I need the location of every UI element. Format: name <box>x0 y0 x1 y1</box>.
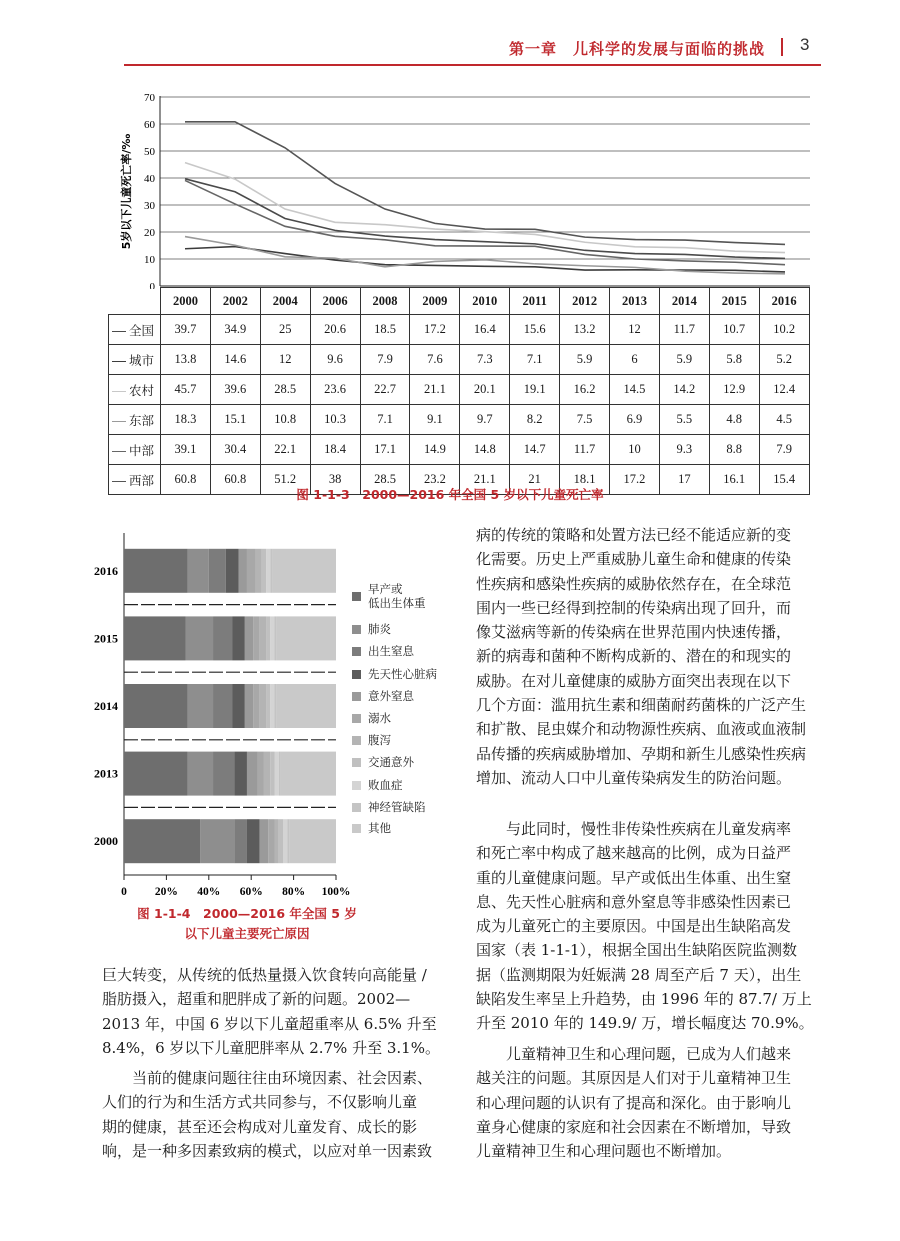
text-line: 8.4%，6 岁以下儿童肥胖率从 2.7% 升至 3.1%。 <box>102 1038 440 1057</box>
value-cell: 13.8 <box>161 345 211 375</box>
value-cell: 22.7 <box>360 375 410 405</box>
text-line: 性疾病和感染性疾病的威胁依然存在，在全球范 <box>476 574 792 593</box>
x-tick-label: 20% <box>154 886 178 898</box>
value-cell: 14.9 <box>410 435 460 465</box>
mortality-line-chart <box>100 86 812 289</box>
year-header-cell: 2016 <box>759 288 809 315</box>
y-tick-label: 30 <box>144 200 155 212</box>
text-line: 升至 2010 年的 149.9/ 万，增长幅度达 70.9%。 <box>476 1014 814 1033</box>
value-cell: 9.7 <box>460 405 510 435</box>
value-cell: 17.1 <box>360 435 410 465</box>
page-number: 3 <box>800 35 810 54</box>
value-cell: 7.9 <box>759 435 809 465</box>
bar-segment-11 <box>289 819 336 863</box>
value-cell: 14.7 <box>510 435 560 465</box>
bar-segment-5 <box>245 684 253 728</box>
value-cell: 21.1 <box>460 465 510 495</box>
figure1-caption: 图 1-1-3 2000—2016 年全国 5 岁以下儿童死亡率 <box>296 487 604 502</box>
bar-segment-10 <box>275 616 277 660</box>
table-row <box>109 315 810 345</box>
text-line: 当前的健康问题往往由环境因素、社会因素、 <box>132 1069 433 1087</box>
legend-label: 腹泻 <box>368 733 391 747</box>
text-line: 成为儿童死亡的主要原因。中国是出生缺陷高发 <box>476 917 792 936</box>
figure2-caption-line2: 以下儿童主要死亡原因 <box>184 926 310 941</box>
legend-swatch <box>352 625 361 634</box>
bar-segment-8 <box>266 616 270 660</box>
value-cell: 51.2 <box>260 465 310 495</box>
bar-segment-4 <box>232 616 245 660</box>
text-line: 缺陷发生率呈上升趋势，由 1996 年的 87.7/ 万上 <box>476 990 812 1009</box>
text-line: 和心理问题的认识有了提高和深化。由于影响儿 <box>476 1093 792 1112</box>
legend-label: 肺炎 <box>368 622 391 636</box>
series-name: 中部 <box>128 443 154 458</box>
value-cell: 9.6 <box>310 345 360 375</box>
bar-segment-6 <box>268 819 274 863</box>
value-cell: 7.3 <box>460 345 510 375</box>
text-line: 和扩散、昆虫媒介和动物源性疾病、血液或血液制 <box>476 720 807 739</box>
value-cell: 30.4 <box>210 435 260 465</box>
value-cell: 28.5 <box>260 375 310 405</box>
text-line: 与此同时，慢性非传染性疾病在儿童发病率 <box>506 820 792 838</box>
value-cell: 10 <box>610 435 660 465</box>
series-name: 全国 <box>128 323 154 338</box>
table-row <box>109 345 810 375</box>
value-cell: 11.7 <box>560 435 610 465</box>
bar-segment-4 <box>226 549 239 593</box>
value-cell: 21.1 <box>410 375 460 405</box>
text-line: 儿童精神卫生和心理问题，已成为人们越来 <box>506 1045 792 1063</box>
value-cell: 10.2 <box>759 315 809 345</box>
y-tick-label: 20 <box>144 227 155 239</box>
legend-swatch <box>352 692 361 701</box>
series-name: 东部 <box>128 413 154 428</box>
text-line: 越关注的问题。其原因是人们对于儿童精神卫生 <box>476 1069 792 1088</box>
legend-swatch <box>352 670 361 679</box>
value-cell: 34.9 <box>210 315 260 345</box>
text-line: 几个方面：滥用抗生素和细菌耐药菌株的广泛产生 <box>476 696 807 715</box>
chapter-title: 第一章 儿科学的发展与面临的挑战 <box>508 40 765 58</box>
right-paragraph-3 <box>476 1042 824 1163</box>
value-cell: 15.4 <box>759 465 809 495</box>
bar-segment-11 <box>277 684 336 728</box>
text-line: 2013 年，中国 6 岁以下儿童超重率从 6.5% 升至 <box>102 1014 437 1033</box>
table-header-row <box>109 288 810 315</box>
bar-segment-2 <box>188 549 209 593</box>
legend-label: 意外窒息 <box>368 689 414 703</box>
value-cell: 6 <box>610 345 660 375</box>
series-label-cell <box>109 435 161 465</box>
bar-segment-10 <box>275 684 277 728</box>
category-label: 2014 <box>94 699 118 713</box>
bar-segment-4 <box>232 684 245 728</box>
series-name: 西部 <box>128 473 154 488</box>
bar-segment-8 <box>270 752 274 796</box>
table-row <box>109 405 810 435</box>
value-cell: 22.1 <box>260 435 310 465</box>
right-paragraph-1 <box>476 523 824 790</box>
value-cell: 10.3 <box>310 405 360 435</box>
legend-label: 交通意外 <box>368 755 414 769</box>
year-header-cell: 2013 <box>610 288 660 315</box>
value-cell: 18.5 <box>360 315 410 345</box>
legend-swatch <box>352 647 361 656</box>
category-label: 2013 <box>94 766 118 781</box>
value-cell: 15.1 <box>210 405 260 435</box>
value-cell: 7.1 <box>510 345 560 375</box>
x-tick-label: 80% <box>282 886 306 898</box>
bar-segment-6 <box>253 616 259 660</box>
y-tick-label: 70 <box>144 92 155 104</box>
table-row <box>109 435 810 465</box>
legend-swatch <box>352 592 361 601</box>
value-cell: 13.2 <box>560 315 610 345</box>
bar-segment-3 <box>234 819 247 863</box>
text-line: 脂肪摄入，超重和肥胖成了新的问题。2002— <box>102 990 411 1009</box>
text-line: 重的儿童健康问题。早产或低出生体重、出生窒 <box>476 868 792 887</box>
year-header-cell: 2004 <box>260 288 310 315</box>
bar-segment-3 <box>213 684 232 728</box>
series-label-cell <box>109 345 161 375</box>
bar-segment-7 <box>260 616 266 660</box>
series-name: 农村 <box>128 383 154 398</box>
text-line: 期的健康，甚至还会构成对儿童发育、成长的影 <box>102 1117 418 1136</box>
page-header <box>0 0 900 64</box>
legend-label <box>368 582 426 610</box>
year-header-cell: 2012 <box>560 288 610 315</box>
y-tick-label: 60 <box>144 119 155 131</box>
value-cell: 7.6 <box>410 345 460 375</box>
text-line: 巨大转变，从传统的低热量摄入饮食转向高能量 / <box>102 966 427 984</box>
bar-segment-1 <box>124 684 188 728</box>
series-line-swatch <box>112 361 126 363</box>
text-line: 威胁。在对儿童健康的威胁方面突出表现在以下 <box>476 671 792 690</box>
bar-segment-9 <box>266 549 270 593</box>
bar-segment-4 <box>234 752 247 796</box>
bar-segment-3 <box>213 752 234 796</box>
value-cell: 60.8 <box>210 465 260 495</box>
value-cell: 6.9 <box>610 405 660 435</box>
x-tick-label: 60% <box>239 886 263 898</box>
bar-segment-10 <box>270 549 272 593</box>
y-tick-label: 10 <box>144 254 155 266</box>
category-label: 2015 <box>94 631 118 646</box>
right-paragraph-2 <box>476 817 824 1036</box>
year-header-cell: 2002 <box>210 288 260 315</box>
value-cell: 18.3 <box>161 405 211 435</box>
text-line: 和死亡率中构成了越来越高的比例，成为日益严 <box>476 844 792 863</box>
legend-label: 神经管缺陷 <box>368 800 426 814</box>
text-line: 童身心健康的家庭和社会因素在不断增加，导致 <box>476 1117 792 1136</box>
bar-segment-9 <box>270 616 274 660</box>
bar-segment-3 <box>209 549 226 593</box>
figure2-caption-line1: 图 1-1-4 2000—2016 年全国 5 岁 <box>137 906 357 921</box>
legend-swatch <box>352 758 361 767</box>
value-cell: 21 <box>510 465 560 495</box>
x-tick-label: 100% <box>321 886 350 898</box>
value-cell: 18.1 <box>560 465 610 495</box>
value-cell: 12 <box>610 315 660 345</box>
bar-segment-7 <box>260 684 266 728</box>
bar-segment-5 <box>245 616 253 660</box>
value-cell: 17.2 <box>610 465 660 495</box>
bar-segment-8 <box>262 549 266 593</box>
text-line: 国家（表 1-1-1），根据全国出生缺陷医院监测数 <box>476 941 798 960</box>
text-line: 像艾滋病等新的传染病在世界范围内快速传播， <box>476 623 792 642</box>
value-cell: 14.6 <box>210 345 260 375</box>
bar-segment-6 <box>258 752 264 796</box>
bar-segment-5 <box>260 819 268 863</box>
value-cell: 17.2 <box>410 315 460 345</box>
text-line: 化需要。历史上严重威胁儿童生命和健康的传染 <box>476 550 792 569</box>
text-line: 新的病毒和菌种不断构成新的、潜在的和现实的 <box>476 647 792 666</box>
series-line-swatch <box>112 421 126 423</box>
value-cell: 25 <box>260 315 310 345</box>
value-cell: 45.7 <box>161 375 211 405</box>
death-cause-bar-chart <box>88 525 350 900</box>
legend-label-line: 早产或 <box>368 582 403 596</box>
legend-swatch <box>352 803 361 812</box>
value-cell: 39.7 <box>161 315 211 345</box>
bar-segment-9 <box>283 819 287 863</box>
legend-label: 败血症 <box>368 778 403 792</box>
bar-segment-11 <box>281 752 336 796</box>
text-line: 品传播的疾病威胁增加、孕期和新生儿感染性疾病 <box>476 744 807 763</box>
year-header-cell: 2015 <box>709 288 759 315</box>
table-row <box>109 375 810 405</box>
x-tick-label: 40% <box>197 886 221 898</box>
bar-segment-9 <box>275 752 279 796</box>
value-cell: 5.2 <box>759 345 809 375</box>
series-line-6 <box>185 122 785 245</box>
legend-label: 先天性心脏病 <box>368 667 437 681</box>
bar-segment-9 <box>270 684 274 728</box>
value-cell: 39.6 <box>210 375 260 405</box>
year-header-cell: 2006 <box>310 288 360 315</box>
series-label-cell <box>109 375 161 405</box>
text-line: 围内一些已经得到控制的传染病出现了回升，而 <box>476 598 792 617</box>
text-line: 儿童精神卫生和心理问题也不断增加。 <box>476 1142 732 1161</box>
bar-segment-8 <box>279 819 283 863</box>
value-cell: 16.4 <box>460 315 510 345</box>
header-rule <box>124 64 821 66</box>
value-cell: 23.6 <box>310 375 360 405</box>
value-cell: 18.4 <box>310 435 360 465</box>
mortality-data-table <box>108 287 810 495</box>
figure2-caption <box>88 904 406 944</box>
bar-segment-2 <box>188 752 213 796</box>
bar-segment-7 <box>264 752 270 796</box>
value-cell: 28.5 <box>360 465 410 495</box>
value-cell: 12.4 <box>759 375 809 405</box>
value-cell: 38 <box>310 465 360 495</box>
value-cell: 14.2 <box>659 375 709 405</box>
year-header-cell: 2014 <box>659 288 709 315</box>
legend-label-line: 低出生体重 <box>368 596 426 610</box>
year-header-cell: 2009 <box>410 288 460 315</box>
legend-label: 出生窒息 <box>368 644 414 658</box>
series-line-3 <box>185 163 785 253</box>
bar-segment-10 <box>279 752 281 796</box>
value-cell: 12.9 <box>709 375 759 405</box>
value-cell: 10.8 <box>260 405 310 435</box>
bar-segment-1 <box>124 549 188 593</box>
text-line: 病的传统的策略和处置方法已经不能适应新的变 <box>476 526 792 544</box>
value-cell: 16.2 <box>560 375 610 405</box>
bar-segment-5 <box>238 549 246 593</box>
value-cell: 5.8 <box>709 345 759 375</box>
bar-segment-2 <box>200 819 234 863</box>
series-label-cell <box>109 405 161 435</box>
text-line: 人们的行为和生活方式共同参与，不仅影响儿童 <box>102 1093 418 1112</box>
bar-segment-6 <box>247 549 255 593</box>
bar-segment-3 <box>213 616 232 660</box>
value-cell: 16.1 <box>709 465 759 495</box>
value-cell: 8.8 <box>709 435 759 465</box>
value-cell: 4.5 <box>759 405 809 435</box>
bar-segment-1 <box>124 752 188 796</box>
value-cell: 5.9 <box>560 345 610 375</box>
series-line-swatch <box>112 451 126 453</box>
value-cell: 8.2 <box>510 405 560 435</box>
value-cell: 11.7 <box>659 315 709 345</box>
y-tick-label: 0 <box>149 281 155 289</box>
x-tick-label: 0 <box>121 886 127 898</box>
value-cell: 7.9 <box>360 345 410 375</box>
value-cell: 60.8 <box>161 465 211 495</box>
value-cell: 4.8 <box>709 405 759 435</box>
value-cell: 7.5 <box>560 405 610 435</box>
bar-segment-2 <box>188 684 213 728</box>
value-cell: 14.8 <box>460 435 510 465</box>
value-cell: 20.1 <box>460 375 510 405</box>
header-divider <box>781 38 783 56</box>
bar-segment-11 <box>272 549 336 593</box>
value-cell: 12 <box>260 345 310 375</box>
year-header-cell: 2010 <box>460 288 510 315</box>
value-cell: 10.7 <box>709 315 759 345</box>
value-cell: 9.1 <box>410 405 460 435</box>
bar-segment-10 <box>287 819 289 863</box>
value-cell: 5.9 <box>659 345 709 375</box>
series-line-swatch <box>112 331 126 333</box>
category-label: 2016 <box>94 563 118 578</box>
legend-swatch <box>352 824 361 833</box>
value-cell: 15.6 <box>510 315 560 345</box>
value-cell: 5.5 <box>659 405 709 435</box>
legend-label: 其他 <box>368 821 391 835</box>
bar-segment-7 <box>255 549 261 593</box>
year-header-cell: 2011 <box>510 288 560 315</box>
bar-segment-6 <box>253 684 259 728</box>
y-tick-label: 40 <box>144 173 155 185</box>
bar-segment-2 <box>185 616 213 660</box>
text-line: 息、先天性心脏病和意外窒息等非感染性因素已 <box>476 892 792 911</box>
series-label-cell <box>109 315 161 345</box>
series-line-swatch <box>112 391 126 393</box>
value-cell: 9.3 <box>659 435 709 465</box>
series-line-swatch <box>112 481 126 483</box>
value-cell: 7.1 <box>360 405 410 435</box>
value-cell: 17 <box>659 465 709 495</box>
legend-label: 溺水 <box>368 711 391 725</box>
bar-segment-7 <box>275 819 279 863</box>
text-line: 响，是一种多因素致病的模式，以应对单一因素致 <box>102 1141 433 1160</box>
value-cell: 14.5 <box>610 375 660 405</box>
year-header-cell: 2000 <box>161 288 211 315</box>
bar-segment-1 <box>124 819 200 863</box>
series-name: 城市 <box>128 353 154 368</box>
text-line: 据（监测期限为妊娠满 28 周至产后 7 天），出生 <box>476 965 802 984</box>
value-cell: 19.1 <box>510 375 560 405</box>
table-corner <box>109 288 161 315</box>
left-paragraph-1 <box>102 963 448 1060</box>
year-header-cell: 2008 <box>360 288 410 315</box>
legend-swatch <box>352 714 361 723</box>
legend-swatch <box>352 781 361 790</box>
bar-segment-1 <box>124 616 185 660</box>
y-tick-label: 50 <box>144 146 155 158</box>
bar-segment-4 <box>247 819 260 863</box>
value-cell: 20.6 <box>310 315 360 345</box>
bar-segment-8 <box>266 684 270 728</box>
y-axis-title: 5岁以下儿童死亡率/‰ <box>120 133 133 250</box>
left-paragraph-2 <box>102 1066 448 1163</box>
legend-swatch <box>352 736 361 745</box>
category-label: 2000 <box>94 834 118 849</box>
bar-segment-5 <box>247 752 258 796</box>
bar-segment-11 <box>277 616 336 660</box>
text-line: 增加、流动人口中儿童传染病发生的防治问题。 <box>476 768 792 787</box>
value-cell: 39.1 <box>161 435 211 465</box>
value-cell: 23.2 <box>410 465 460 495</box>
